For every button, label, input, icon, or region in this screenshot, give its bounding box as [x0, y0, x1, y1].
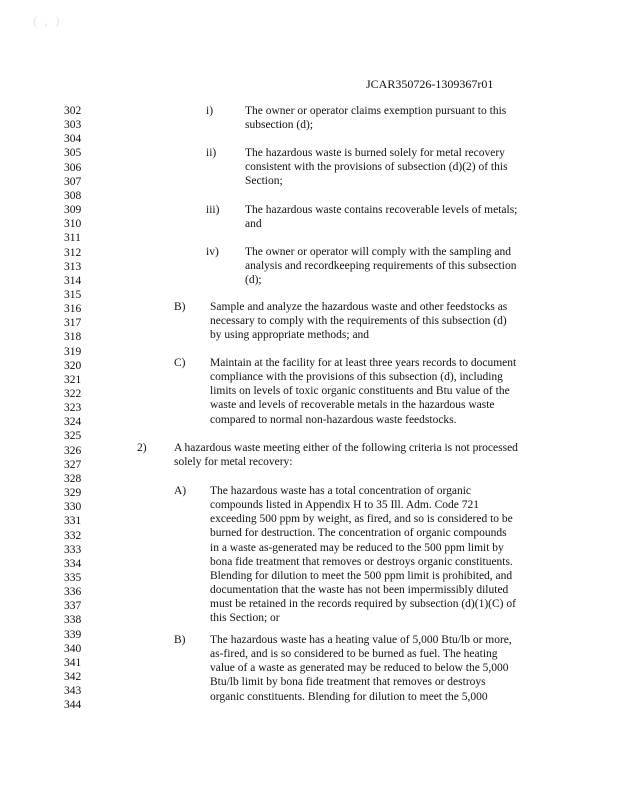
text-line: The hazardous waste has a total concentration of organic: [210, 485, 471, 497]
text-line: compounds listed in Appendix H to 35 Ill. Adm. Code 721: [210, 499, 479, 512]
item-label-ii: ii): [206, 147, 217, 159]
line-number: 337: [64, 600, 82, 613]
item-label-A: A): [174, 485, 187, 497]
text-line: analysis and recordkeeping requirements of this subsection: [245, 260, 517, 273]
line-number: 302: [64, 105, 82, 117]
line-number: 309: [64, 204, 82, 217]
line-number: 303: [64, 119, 82, 132]
text-line: and: [245, 218, 262, 231]
text-line: compliance with the provisions of this subsection (d), including: [210, 371, 503, 384]
line-number: 338: [64, 614, 82, 627]
line-number: 314: [64, 274, 82, 287]
item-label-B: B): [174, 301, 186, 313]
text-line: compared to normal non-hazardous waste feedstocks.: [210, 413, 457, 426]
line-number: 308: [64, 189, 82, 202]
line-number: 335: [64, 571, 82, 584]
text-line: by using appropriate methods; and: [210, 329, 370, 342]
item-label-i: i): [206, 105, 214, 117]
line-number: 342: [64, 671, 82, 683]
line-number: 340: [64, 642, 82, 655]
text-line: Btu/lb limit by bona fide treatment that removes or destroys: [210, 676, 486, 689]
text-line: organic constituents. Blending for dilution to meet the 5,000: [210, 690, 488, 703]
text-line: The owner or operator claims exemption pursuant to this: [245, 105, 507, 117]
paragraph-C-records: [210, 356, 516, 427]
line-number: 324: [64, 416, 82, 429]
text-line: this Section; or: [210, 612, 280, 625]
text-line: Section;: [245, 175, 283, 188]
line-number: 305: [64, 147, 82, 160]
text-line: documentation that the waste has not been impermissibly diluted: [210, 583, 509, 596]
scan-artifact: ( , ): [33, 13, 62, 28]
paragraph-ii: [245, 146, 508, 188]
paragraph-2-criteria: [174, 441, 518, 469]
line-number: 325: [64, 430, 82, 443]
paragraph-B-sampling: [210, 300, 507, 342]
paragraph-iv: [245, 245, 516, 287]
text-line: The hazardous waste contains recoverable levels of metals;: [245, 204, 518, 216]
text-line: value of a waste as generated may be reduced to below the 5,000: [210, 662, 509, 675]
line-number: 339: [64, 628, 82, 641]
line-number: 334: [64, 557, 82, 570]
line-number: 311: [64, 232, 81, 245]
paragraph-B-heating: [210, 633, 512, 704]
paragraph-iii: [245, 203, 517, 231]
line-number: 341: [64, 656, 82, 669]
item-label-2: 2): [137, 442, 147, 454]
line-number: 319: [64, 345, 82, 358]
text-line: The owner or operator will comply with the sampling and: [245, 246, 512, 258]
line-number: 333: [64, 543, 82, 556]
paragraph-i: [245, 104, 506, 132]
line-number: 313: [64, 260, 82, 273]
text-line: The hazardous waste is burned solely for metal recovery: [245, 147, 505, 159]
paragraph-A-organic: [210, 484, 516, 625]
line-number: 312: [64, 246, 82, 259]
line-number: 330: [64, 501, 82, 514]
text-line: bona fide treatment that removes or destroys organic constituents.: [210, 555, 513, 568]
text-line: necessary to comply with the requirements of this subsection (d): [210, 315, 507, 328]
text-line: The hazardous waste has a heating value of 5,000 Btu/lb or more,: [210, 634, 512, 646]
line-number: 306: [64, 161, 82, 174]
line-number: 307: [64, 175, 82, 188]
line-number: 328: [64, 472, 82, 485]
line-number: 317: [64, 317, 82, 330]
line-number: 310: [64, 218, 82, 231]
text-line: solely for metal recovery:: [174, 456, 293, 469]
item-label-C: C): [174, 357, 186, 369]
line-number: 315: [64, 288, 82, 301]
text-line: A hazardous waste meeting either of the following criteria is not processed: [174, 442, 518, 454]
text-line: Blending for dilution to meet the 500 ppm limit is prohibited, and: [210, 569, 513, 582]
line-number: 332: [64, 529, 82, 542]
item-label-iii: iii): [206, 204, 220, 216]
line-number: 320: [64, 359, 82, 372]
text-line: exceeding 500 ppm by weight, as fired, and so is considered to be: [210, 513, 513, 526]
line-number: 321: [64, 373, 82, 386]
text-line: burned for destruction. The concentration of organic compounds: [210, 527, 507, 540]
text-line: Maintain at the facility for at least three years records to document: [210, 357, 517, 369]
line-number: 329: [64, 487, 82, 500]
line-number: 322: [64, 388, 82, 400]
line-number: 323: [64, 402, 82, 415]
text-line: as-fired, and is so considered to be burned as fuel. The heating: [210, 648, 498, 661]
document-header-id: JCAR350726-1309367r01: [366, 77, 494, 91]
line-number: 316: [64, 303, 82, 316]
line-number: 343: [64, 685, 82, 698]
line-number: 318: [64, 331, 82, 344]
text-line: in a waste as-generated may be reduced to the 500 ppm limit by: [210, 541, 504, 554]
text-line: consistent with the provisions of subsection (d)(2) of this: [245, 161, 508, 174]
text-line: waste and levels of recoverable metals in the hazardous waste: [210, 399, 495, 412]
item-label-B-heating: B): [174, 634, 186, 646]
line-number: 344: [64, 699, 82, 712]
item-label-iv: iv): [206, 246, 219, 258]
text-line: subsection (d);: [245, 119, 314, 132]
line-number: 336: [64, 586, 82, 599]
line-number: 327: [64, 458, 82, 471]
text-line: must be retained in the records required by subsection (d)(1)(C) of: [210, 598, 516, 611]
text-line: Sample and analyze the hazardous waste and other feedstocks as: [210, 301, 508, 313]
text-line: (d);: [245, 274, 262, 287]
line-number: 331: [64, 515, 82, 528]
text-line: limits on levels of toxic organic constituents and Btu value of the: [210, 385, 510, 398]
line-number: 326: [64, 444, 82, 457]
line-number: 304: [64, 133, 82, 146]
